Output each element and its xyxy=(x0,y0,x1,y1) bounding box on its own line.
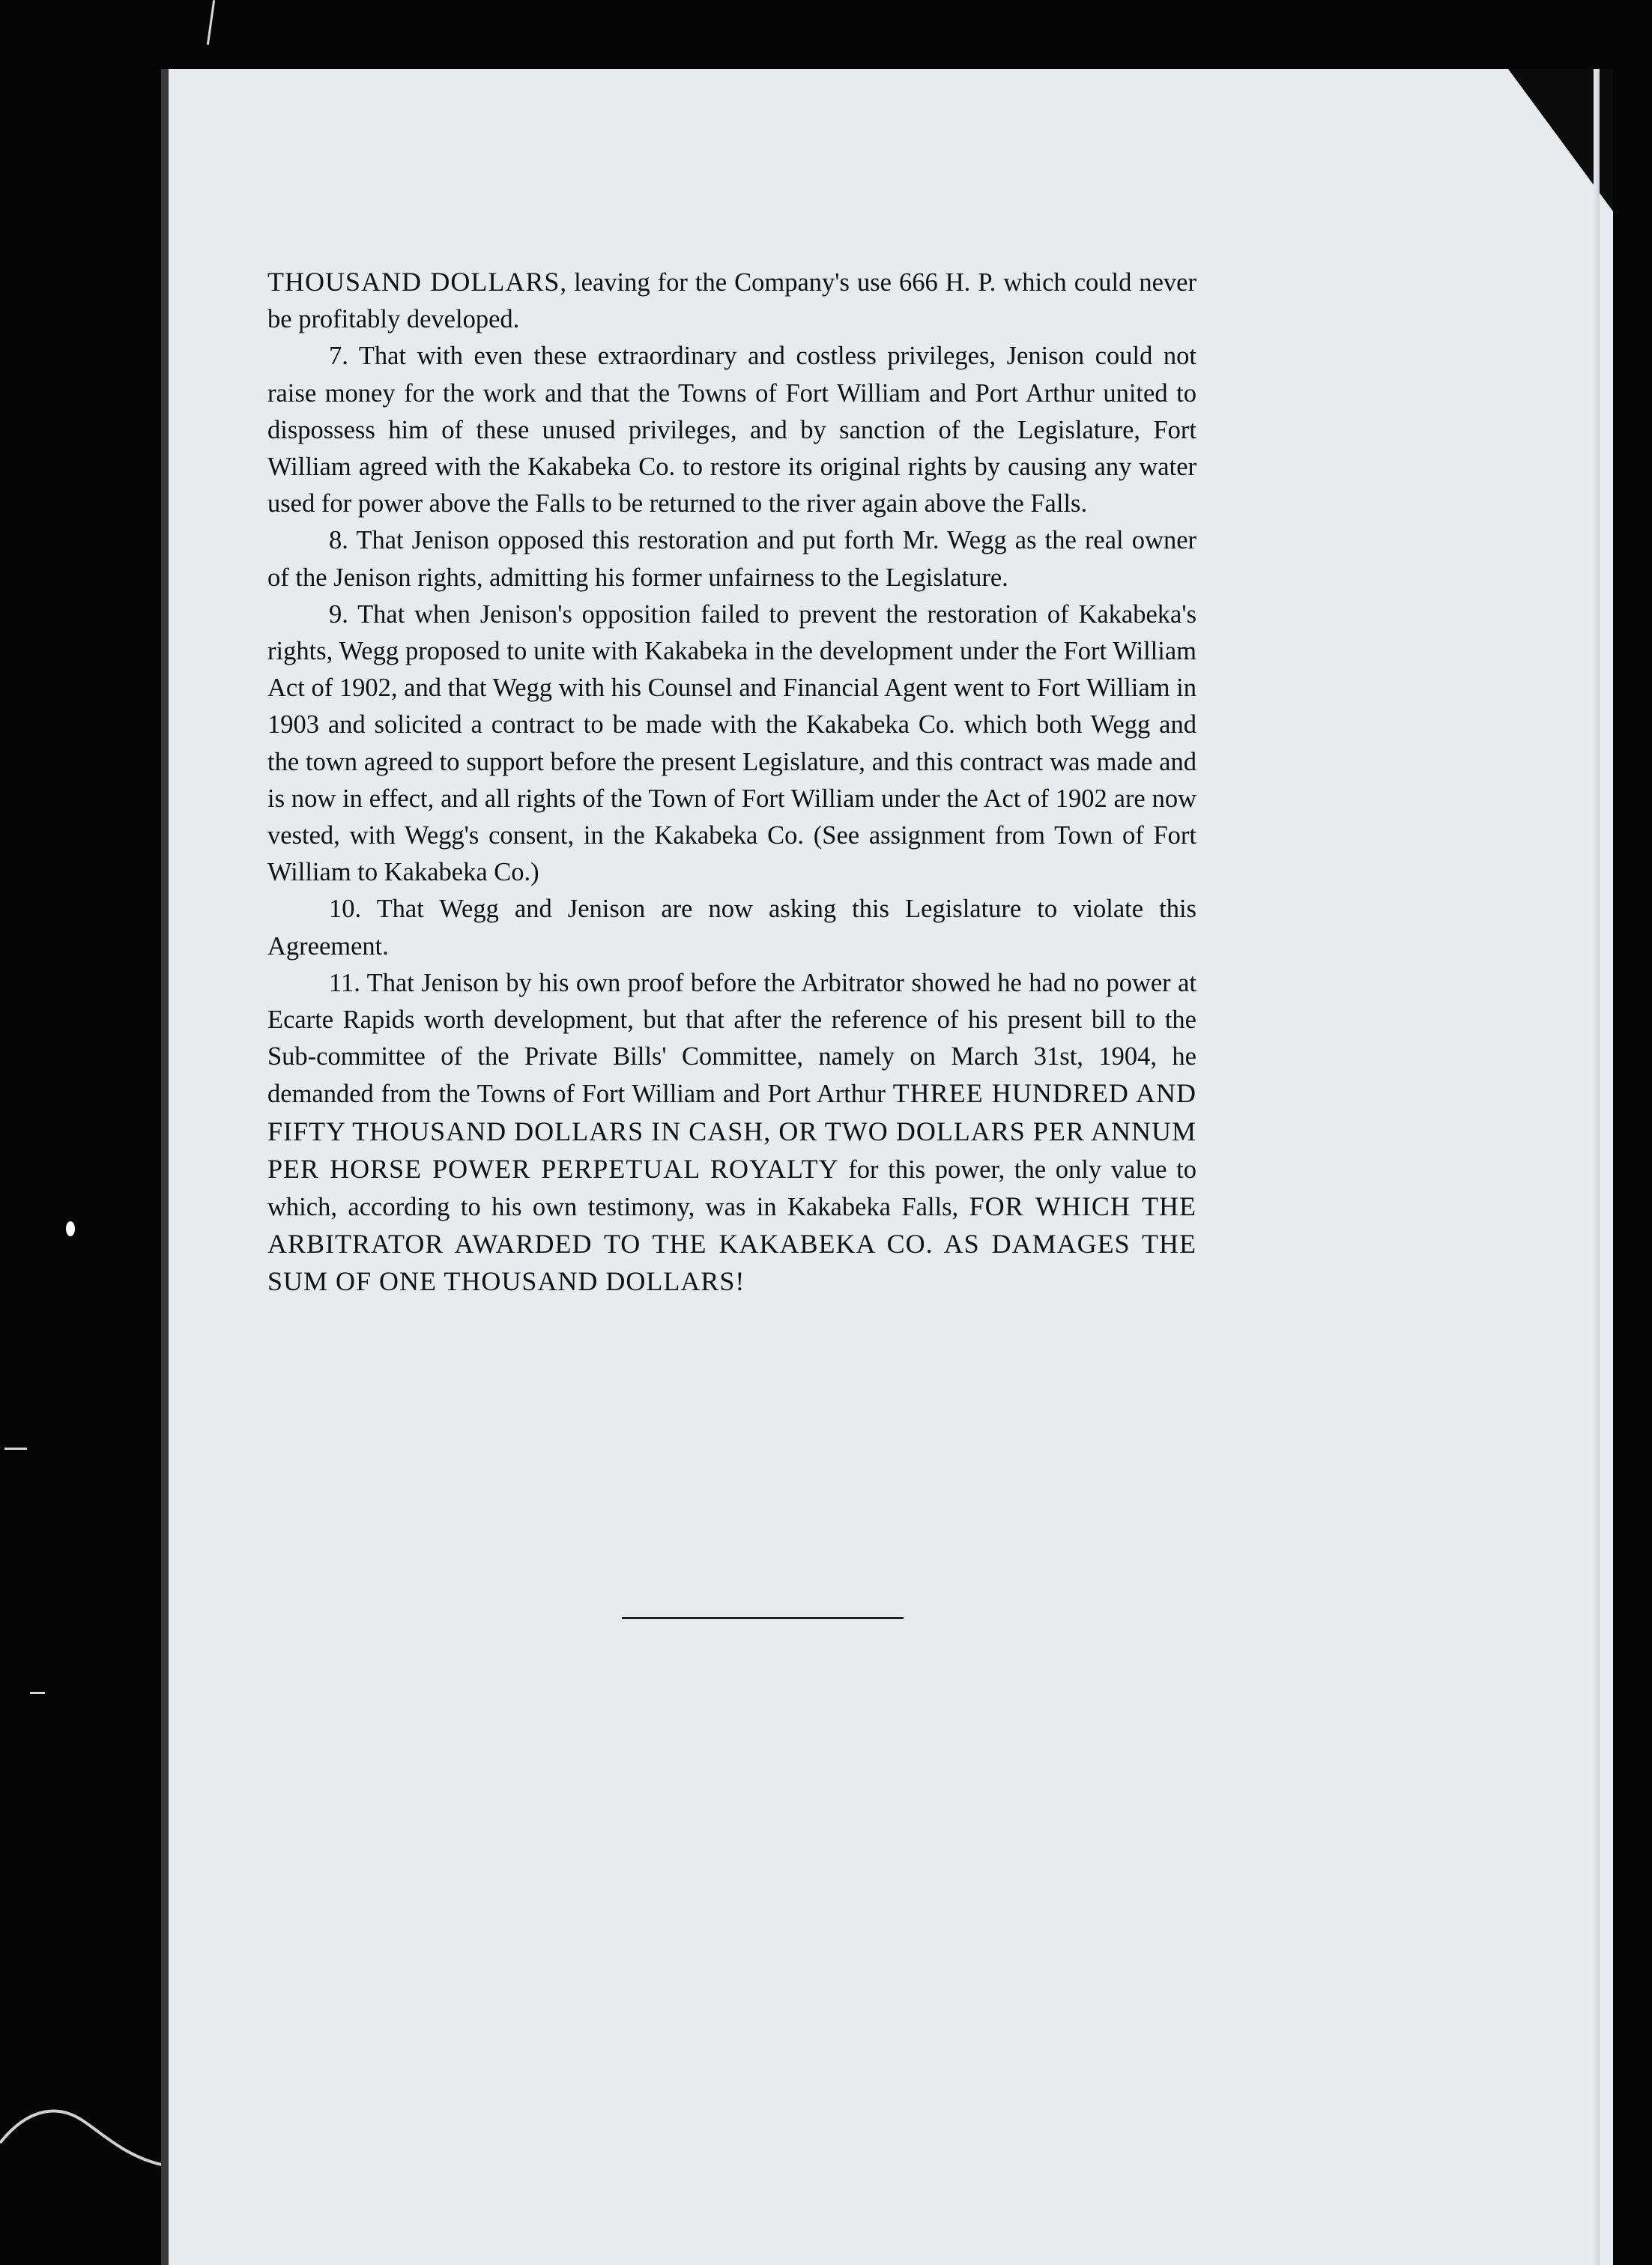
item-11-text-2: for this power, the only value to which, according to his own testimony, was in Kakabeka Falls, xyxy=(267,1155,1196,1222)
paragraph-item-8: 8. That Jenison opposed this restoration and put forth Mr. Wegg as the real owner of the Jenison rights, admitting his former unfairness to the Legislature. xyxy=(267,526,1196,592)
closing-rule xyxy=(622,1617,904,1619)
item-11-text-1: 11. That Jenison by his own proof before the Arbitrator showed he had no power at Ecarte Rapids worth development, but that after the reference of his present bill to the Sub-committee of the Private Bills' Committee, namely on March 31st, 1904, he demanded from the Towns of Fort William and Port Arthur xyxy=(267,968,1196,1109)
scan-curl-mark xyxy=(0,2090,172,2180)
scan-mark-left-dash-1 xyxy=(4,1448,27,1450)
scan-mark-top xyxy=(207,0,215,45)
paragraph-item-7: 7. That with even these extraordinary and costless privileges, Jenison could not raise money for the work and that the Towns of Fort William and Port Arthur united to dispossess him of these unused privileges, and by sanction of the Legislature, Fort William agreed with the Kakabeka Co. to restore its original rights by causing any water used for power above the Falls to be returned to the river again above the Falls. xyxy=(267,342,1196,518)
scan-speck-left xyxy=(66,1221,75,1236)
continuation-text: , leaving for the Company's use 666 H. P. which could never be profitably developed. xyxy=(267,268,1196,334)
paragraph-item-9: 9. That when Jenison's opposition failed to prevent the restoration of Kakabeka's rights, Wegg proposed to unite with Kakabeka in the development under the Fort William Act of 1902, and that Wegg with his Counsel and Financial Agent went to Fort William in 1903 and solicited a contract to be made with the Kakabeka Co. which both Wegg and the town agreed to support before the present Legislature, and this contract was made and is now in effect, and all rights of the Town of Fort William under the Act of 1902 are now vested, with Wegg's consent, in the Kakabeka Co. (See assignment from Town of Fort William to Kakabeka Co.) xyxy=(267,599,1196,887)
item-11-caps-1: THREE HUNDRED AND FIFTY THOUSAND DOLLARS IN CASH, OR TWO DOLLARS PER ANNUM PER HORSE POWER PERPETUAL ROYALTY xyxy=(267,1078,1197,1184)
continuation-lead: THOUSAND DOLLARS xyxy=(267,267,560,297)
scan-mark-left-dash-2 xyxy=(30,1692,45,1694)
paragraph-continuation xyxy=(267,264,1196,338)
paragraph-item-10: 10. That Wegg and Jenison are now asking this Legislature to violate this Agreement. xyxy=(267,895,1196,961)
document-body xyxy=(267,264,1196,1301)
paragraph-item-11 xyxy=(267,965,1196,1301)
page-right-edge xyxy=(1594,69,1600,2265)
item-11-caps-2: FOR WHICH THE ARBITRATOR AWARDED TO THE KAKABEKA CO. AS DAMAGES THE SUM OF ONE THOUSAND DOLLARS! xyxy=(267,1191,1196,1297)
